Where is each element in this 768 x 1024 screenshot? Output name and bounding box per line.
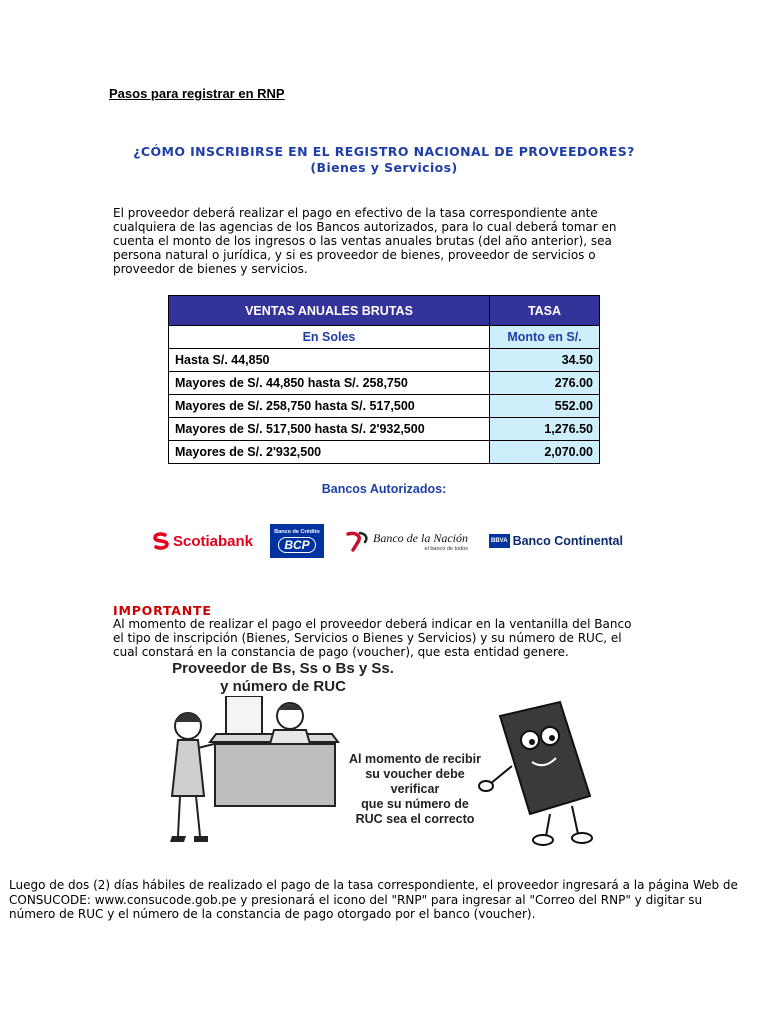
intro-line: cuenta el monto de los ingresos o las ventas anuales brutas (del año anterior), sea xyxy=(113,234,612,248)
note-line-3: que su número de xyxy=(361,797,469,811)
note-line-4: RUC sea el correcto xyxy=(355,812,475,826)
subheader-amount: Monto en S/. xyxy=(490,326,600,349)
table-row xyxy=(169,349,600,372)
importante-paragraph xyxy=(113,617,653,659)
note-line-1: Al momento de recibir xyxy=(349,752,481,766)
column-header-fee: TASA xyxy=(490,296,600,326)
fee-table xyxy=(168,295,600,464)
banco-continental-logo xyxy=(489,532,623,550)
column-header-sales: VENTAS ANUALES BRUTAS xyxy=(169,296,490,326)
banco-nacion-swoosh-icon xyxy=(346,530,370,552)
page-title: Pasos para registrar en RNP xyxy=(109,86,285,101)
intro-line: persona natural o jurídica, y si es proveedor de bienes, proveedor de servicios o xyxy=(113,248,596,262)
bubble-line-1: Proveedor de Bs, Ss o Bs y Ss. xyxy=(172,660,394,677)
fee-cell: 2,070.00 xyxy=(490,441,600,464)
voucher-character-icon xyxy=(479,702,592,845)
intro-line: proveedor de bienes y servicios. xyxy=(113,262,308,276)
range-cell: Hasta S/. 44,850 xyxy=(169,349,490,372)
intro-paragraph xyxy=(113,206,633,276)
bbva-badge: BBVA xyxy=(489,534,510,548)
range-cell: Mayores de S/. 517,500 hasta S/. 2'932,500 xyxy=(169,418,490,441)
fee-cell: 276.00 xyxy=(490,372,600,395)
banco-nacion-name: Banco de la Nación xyxy=(373,530,468,545)
bcp-logo xyxy=(270,524,324,558)
bcp-small-text: Banco de Crédito xyxy=(274,529,320,535)
footer-line: número de RUC y el número de la constancia de pago otorgado por el banco (voucher). xyxy=(9,907,536,921)
table-row xyxy=(169,418,600,441)
banco-nacion-tagline: el banco de todos xyxy=(424,545,468,552)
banco-continental-name: Banco Continental xyxy=(512,534,623,548)
footer-line: Luego de dos (2) días hábiles de realizado el pago de la tasa correspondiente, el proveedor ingresará a la página Web de xyxy=(9,878,738,892)
range-cell: Mayores de S/. 258,750 hasta S/. 517,500 xyxy=(169,395,490,418)
range-cell: Mayores de S/. 2'932,500 xyxy=(169,441,490,464)
table-row xyxy=(169,441,600,464)
cartoon-note-text xyxy=(340,752,490,827)
heading-line-1: ¿CÓMO INSCRIBIRSE EN EL REGISTRO NACIONAL DE PROVEEDORES? xyxy=(133,144,635,159)
note-line-2: su voucher debe verificar xyxy=(365,767,465,796)
range-cell: Mayores de S/. 44,850 hasta S/. 258,750 xyxy=(169,372,490,395)
banco-nacion-logo xyxy=(346,528,468,554)
section-heading xyxy=(0,144,768,176)
heading-line-2: (Bienes y Servicios) xyxy=(310,160,458,175)
teller-figure-icon xyxy=(270,703,310,744)
table-row xyxy=(169,395,600,418)
scotiabank-name: Scotiabank xyxy=(173,532,254,550)
bubble-line-2: y número de RUC xyxy=(220,678,346,695)
importante-line: cual constará en la constancia de pago (voucher), que esta entidad genere. xyxy=(113,645,569,659)
cartoon-illustration xyxy=(160,660,620,850)
banks-title: Bancos Autorizados: xyxy=(321,482,447,496)
footer-paragraph xyxy=(9,878,764,922)
fee-cell: 34.50 xyxy=(490,349,600,372)
importante-line: el tipo de inscripción (Bienes, Servicios o Bienes y Servicios) y su número de RUC, el xyxy=(113,631,622,645)
bcp-name: BCP xyxy=(278,537,315,553)
importante-label: IMPORTANTE xyxy=(113,603,212,618)
subheader-currency: En Soles xyxy=(169,326,490,349)
cartoon-bubble-text xyxy=(168,660,398,696)
intro-line: cualquiera de las agencias de los Bancos autorizados, para lo cual deberá tomar en xyxy=(113,220,617,234)
fee-cell: 552.00 xyxy=(490,395,600,418)
intro-line: El proveedor deberá realizar el pago en efectivo de la tasa correspondiente ante xyxy=(113,206,598,220)
table-header-row xyxy=(169,296,600,326)
bank-counter-icon xyxy=(210,696,338,806)
footer-line: CONSUCODE: www.consucode.gob.pe y presionará el icono del "RNP" para ingresar al "Correo del RNP" y digitar su xyxy=(9,892,703,907)
table-subheader-row xyxy=(169,326,600,349)
scotiabank-logo xyxy=(152,530,253,552)
fee-cell: 1,276.50 xyxy=(490,418,600,441)
scotiabank-s-icon xyxy=(152,532,170,550)
importante-line: Al momento de realizar el pago el proveedor deberá indicar en la ventanilla del Banco xyxy=(113,617,632,631)
table-row xyxy=(169,372,600,395)
